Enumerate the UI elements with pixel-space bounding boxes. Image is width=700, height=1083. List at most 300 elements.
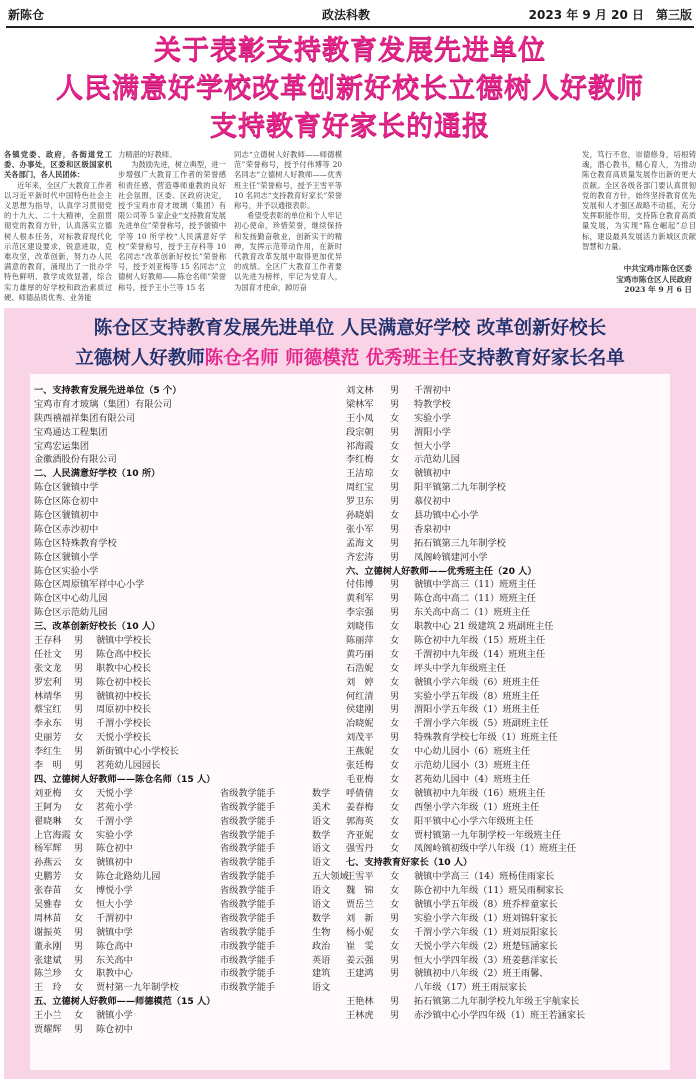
honoree-unit: 虢镇初中校长 xyxy=(96,690,152,702)
honoree-row xyxy=(30,1009,350,1023)
honoree-subject: 语文 xyxy=(312,857,331,869)
honoree-gender: 男 xyxy=(74,760,84,772)
honoree-row xyxy=(342,453,670,467)
notice-column xyxy=(118,150,226,304)
honoree-row xyxy=(342,815,670,829)
honoree-row xyxy=(30,745,350,759)
honoree-row xyxy=(342,773,670,787)
honoree-unit: 天悦小学校长 xyxy=(96,732,152,744)
honoree-unit: 职教中心 21 级建筑 2 班副班主任 xyxy=(414,621,554,633)
honoree-name: 张建斌 xyxy=(34,954,62,966)
honoree-gender: 男 xyxy=(74,704,84,716)
list-title-line-2 xyxy=(4,344,696,370)
honoree-gender: 男 xyxy=(390,912,400,924)
honoree-row xyxy=(342,801,670,815)
honoree-name: 吴雅春 xyxy=(34,898,62,910)
honoree-gender: 男 xyxy=(74,648,84,660)
honoree-row xyxy=(30,829,350,843)
honoree-unit: 赤沙镇中心小学四年级（1）班王若涵家长 xyxy=(414,1010,586,1022)
honoree-unit: 恒大小学 xyxy=(414,440,451,452)
honoree-gender: 女 xyxy=(74,801,84,813)
honoree-name: 贾耀辉 xyxy=(34,1023,62,1035)
honoree-name: 上官海霞 xyxy=(34,829,71,841)
section-heading: 五、立德树人好教师——师德模范（15 人） xyxy=(34,996,216,1008)
honoree-unit: 天悦小学六年级（2）班楚钰涵家长 xyxy=(414,940,558,952)
honoree-name: 张春苗 xyxy=(34,885,62,897)
honoree-row xyxy=(342,648,670,662)
honoree-unit: 千渭小学六年级（1）班刘辰阳家长 xyxy=(414,926,558,938)
signature-line: 宝鸡市陈仓区人民政府 xyxy=(616,274,692,284)
honoree-name: 翟晓琳 xyxy=(34,815,62,827)
honoree-rank: 市级教学能手 xyxy=(220,968,276,980)
honoree-rank: 省级教学能手 xyxy=(220,801,276,813)
honoree-gender: 女 xyxy=(74,885,84,897)
honoree-row xyxy=(342,690,670,704)
honoree-subject: 英语 xyxy=(312,954,331,966)
honoree-gender: 男 xyxy=(390,996,400,1008)
honoree-unit: 西堡小学六年级（1）班班主任 xyxy=(414,801,540,813)
honoree-name: 王 玲 xyxy=(34,982,62,994)
honoree-subject: 语文 xyxy=(312,885,331,897)
honoree-gender: 女 xyxy=(390,412,400,424)
unit-name: 陈仓区虢镇中学 xyxy=(34,482,99,494)
honoree-gender: 女 xyxy=(74,982,84,994)
honoree-row xyxy=(342,967,670,981)
honoree-gender: 男 xyxy=(390,551,400,563)
honoree-gender: 女 xyxy=(74,829,84,841)
section-heading: 四、立德树人好教师——陈仓名师（15 人） xyxy=(34,773,216,785)
honoree-rank: 省级教学能手 xyxy=(220,857,276,869)
honoree-row xyxy=(30,926,350,940)
honoree-gender: 女 xyxy=(74,857,84,869)
honoree-row xyxy=(30,1023,350,1037)
honoree-rank: 省级教学能手 xyxy=(220,871,276,883)
honoree-name: 史鹏芳 xyxy=(34,871,62,883)
honoree-unit: 贾村镇第一九年制学校一年级班主任 xyxy=(414,829,561,841)
honoree-row xyxy=(342,912,670,926)
honoree-unit: 虢镇小学六年级（6）班班主任 xyxy=(414,676,540,688)
honoree-row xyxy=(342,926,670,940)
honoree-gender: 男 xyxy=(390,704,400,716)
honoree-subject: 数学 xyxy=(312,829,331,841)
honoree-unit: 东关高中 xyxy=(96,954,133,966)
notice-column xyxy=(234,150,342,304)
honoree-unit: 凤阁岭镇初级中学八年级（1）班班主任 xyxy=(414,843,577,855)
honoree-gender: 男 xyxy=(390,607,400,619)
section-heading: 三、改革创新好校长（10 人） xyxy=(34,621,161,633)
honoree-row xyxy=(30,884,350,898)
honoree-gender: 女 xyxy=(74,787,84,799)
honoree-gender: 男 xyxy=(390,732,400,744)
honoree-row xyxy=(342,606,670,620)
unit-name: 陈仓区周原镇军祥中心小学 xyxy=(34,579,145,591)
honoree-gender: 女 xyxy=(390,468,400,480)
honoree-name: 姜云强 xyxy=(346,954,374,966)
honoree-row xyxy=(342,829,670,843)
unit-name: 宝鸡市育才玻璃（集团）有限公司 xyxy=(34,398,172,410)
honoree-unit: 县功镇中心小学 xyxy=(414,510,479,522)
honoree-row xyxy=(342,940,670,954)
unit-name: 宝鸡通达工程集团 xyxy=(34,426,108,438)
honoree-row xyxy=(30,954,350,968)
honoree-unit: 陈仓初中 xyxy=(96,1023,133,1035)
honoree-row xyxy=(342,509,670,523)
honoree-gender: 女 xyxy=(390,440,400,452)
honoree-row xyxy=(342,1009,670,1023)
honoree-unit: 虢镇小学五年级（8）班乔梓童家长 xyxy=(414,898,558,910)
honoree-name: 齐宏涛 xyxy=(346,551,374,563)
honoree-row xyxy=(30,676,350,690)
honoree-row xyxy=(30,898,350,912)
honoree-row xyxy=(30,787,350,801)
honoree-unit: 特教学校 xyxy=(414,398,451,410)
honoree-row xyxy=(342,745,670,759)
notice-paragraph: 为鼓励先进，树立典型，进一步增强广大教育工作者的荣誉感和责任感，营造尊师重教的良好社会氛围，区委、区政府决定，授予宝鸡市育才玻璃（集团）有限公司等 5 家企业“支持教育发展先进单位”荣誉称号，授予虢镇中学等 10 所学校“人民满意好学校”荣誉称号，授予王存科等 10 名同志“改革创新好校长”荣誉称号，授予刘亚梅等 15 名同志“立德树人好教师——陈仓名师”荣誉称号，授予王小兰等 15 名 xyxy=(118,160,226,292)
page-header xyxy=(6,0,694,28)
honoree-gender: 男 xyxy=(390,593,400,605)
honoree-row xyxy=(30,801,350,815)
honoree-name: 侯建刚 xyxy=(346,704,374,716)
notice-column xyxy=(582,150,696,262)
honoree-row xyxy=(342,731,670,745)
honoree-unit: 渭阳小学五年级（1）班班主任 xyxy=(414,704,540,716)
honoree-gender: 女 xyxy=(74,815,84,827)
unit-name: 陈仓区虢镇小学 xyxy=(34,551,99,563)
honoree-subject: 政治 xyxy=(312,940,331,952)
honor-list xyxy=(30,374,670,1070)
honoree-row xyxy=(342,551,670,565)
honoree-row xyxy=(342,440,670,454)
honoree-name: 李宗强 xyxy=(346,607,374,619)
honoree-name: 王小兰 xyxy=(34,1010,62,1022)
honoree-unit: 千渭初中 xyxy=(414,385,451,396)
honoree-name: 贾岳兰 xyxy=(346,898,374,910)
honoree-subject: 五大领域 xyxy=(312,871,349,883)
honoree-gender: 男 xyxy=(390,1010,400,1022)
honoree-unit: 千渭小学六年级（5）班副班主任 xyxy=(414,718,549,730)
honoree-unit: 虢镇中学高三（14）班杨佳雨家长 xyxy=(414,871,555,883)
honoree-name: 郭海英 xyxy=(346,815,374,827)
honoree-row xyxy=(30,842,350,856)
honoree-name: 杨小妮 xyxy=(346,926,374,938)
honoree-gender: 女 xyxy=(74,912,84,924)
honoree-unit: 陈仓高中 xyxy=(96,940,133,952)
honoree-row xyxy=(30,940,350,954)
newspaper-name: 新陈仓 xyxy=(8,8,45,22)
honoree-subject: 数学 xyxy=(312,787,331,799)
honoree-gender: 男 xyxy=(74,690,84,702)
honoree-rank: 省级教学能手 xyxy=(220,815,276,827)
honoree-unit: 茗苑幼儿园园长 xyxy=(96,760,161,772)
honoree-name: 石浩妮 xyxy=(346,662,374,674)
honoree-unit: 拓石镇第二九年制学校九年级王宇航家长 xyxy=(414,996,580,1008)
honoree-row xyxy=(342,662,670,676)
honoree-name: 毛亚梅 xyxy=(346,773,374,785)
honoree-gender: 男 xyxy=(74,635,84,647)
honoree-row xyxy=(342,481,670,495)
honoree-name: 蔡宝红 xyxy=(34,704,62,716)
honoree-subject: 生物 xyxy=(312,926,331,938)
list-title-part: 支持教育好家长名单 xyxy=(458,348,625,369)
honoree-gender: 女 xyxy=(390,760,400,772)
honoree-name: 孙燕云 xyxy=(34,857,62,869)
honoree-gender: 男 xyxy=(390,482,400,494)
continuation-text: 八年级（17）班王雨辰家长 xyxy=(414,982,527,994)
honoree-name: 祁海霞 xyxy=(346,440,374,452)
honoree-unit: 实验小学 xyxy=(414,412,451,424)
honoree-unit: 职教中心校长 xyxy=(96,662,152,674)
honoree-name: 黄利军 xyxy=(346,593,374,605)
honoree-unit: 实验小学六年级（1）班刘锦轩家长 xyxy=(414,912,558,924)
notice-salutation: 各镇党委、政府，各街道党工委、办事处，区委和区级国家机关各部门，各人民团体： xyxy=(4,150,112,180)
honoree-gender: 男 xyxy=(74,662,84,674)
honoree-gender: 男 xyxy=(390,398,400,410)
honoree-gender: 男 xyxy=(74,718,84,730)
honoree-name: 王存科 xyxy=(34,635,62,647)
honoree-row xyxy=(30,731,350,745)
honoree-name: 王燕妮 xyxy=(346,746,374,758)
honoree-row xyxy=(342,412,670,426)
honoree-row xyxy=(342,537,670,551)
honoree-row xyxy=(342,995,670,1009)
honoree-name: 魏 锦 xyxy=(346,885,374,897)
honoree-unit: 慕仪初中 xyxy=(414,496,451,508)
unit-name: 陕西禧福祥集团有限公司 xyxy=(34,412,136,424)
honoree-name: 周林苗 xyxy=(34,912,62,924)
honoree-gender: 女 xyxy=(390,898,400,910)
honoree-rank: 省级教学能手 xyxy=(220,843,276,855)
honoree-subject: 语文 xyxy=(312,898,331,910)
honoree-gender: 女 xyxy=(390,635,400,647)
honoree-row xyxy=(30,815,350,829)
honoree-row xyxy=(342,634,670,648)
honoree-rank: 市级教学能手 xyxy=(220,954,276,966)
honoree-row xyxy=(342,898,670,912)
honoree-gender: 男 xyxy=(390,385,400,396)
honoree-name: 张廷梅 xyxy=(346,760,374,772)
honoree-name: 陈丽萍 xyxy=(346,635,374,647)
honoree-unit: 千渭初中 xyxy=(96,912,133,924)
honoree-gender: 女 xyxy=(390,885,400,897)
honoree-gender: 女 xyxy=(390,829,400,841)
honoree-name: 王雪平 xyxy=(346,871,374,883)
notice-paragraph: 力精湛的好教师。 xyxy=(118,150,177,159)
honoree-row xyxy=(342,787,670,801)
honoree-row xyxy=(342,717,670,731)
honoree-rank: 省级教学能手 xyxy=(220,912,276,924)
honoree-gender: 女 xyxy=(390,843,400,855)
honoree-subject: 语文 xyxy=(312,982,331,994)
honoree-unit: 博悦小学 xyxy=(96,885,133,897)
honoree-name: 罗宏利 xyxy=(34,676,62,688)
honoree-row xyxy=(342,592,670,606)
honoree-unit: 实验小学 xyxy=(96,829,133,841)
unit-name: 陈仓区特殊教育学校 xyxy=(34,537,117,549)
honoree-unit: 虢镇初中 xyxy=(96,857,133,869)
signature-date: 2023 年 9 月 6 日 xyxy=(624,285,692,294)
honoree-gender: 男 xyxy=(390,537,400,549)
honoree-gender: 男 xyxy=(74,926,84,938)
honoree-row xyxy=(342,759,670,773)
unit-name: 陈仓区陈仓初中 xyxy=(34,496,99,508)
honoree-gender: 男 xyxy=(390,954,400,966)
honoree-unit: 凤阁岭镇建河小学 xyxy=(414,551,488,563)
honoree-name: 王小凤 xyxy=(346,412,374,424)
honoree-name: 陈兰珍 xyxy=(34,968,62,980)
honoree-unit: 阳平镇中心小学六年级班主任 xyxy=(414,815,534,827)
honoree-name: 刘文林 xyxy=(346,385,374,396)
honoree-unit: 陈仓高中校长 xyxy=(96,648,152,660)
honoree-row xyxy=(342,954,670,968)
honoree-name: 呼倩倩 xyxy=(346,787,374,799)
honoree-unit: 特殊教育学校七年级（1）班班主任 xyxy=(414,732,558,744)
honoree-unit: 陈仓高中高二（11）班班主任 xyxy=(414,593,536,605)
honoree-name: 何红清 xyxy=(346,690,374,702)
honoree-unit: 陈仓初中九年级（11）班吴雨桐家长 xyxy=(414,885,564,897)
honoree-row xyxy=(30,981,350,995)
honoree-gender: 女 xyxy=(74,732,84,744)
honoree-unit: 新街镇中心小学校长 xyxy=(96,746,179,758)
honoree-unit: 坪头中学九年级班主任 xyxy=(414,662,506,674)
unit-name: 陈仓区赤沙初中 xyxy=(34,523,99,535)
honor-list-right-column xyxy=(342,384,670,1023)
honoree-gender: 女 xyxy=(390,510,400,522)
honoree-gender: 男 xyxy=(390,968,400,980)
unit-name: 金徽酒股份有限公司 xyxy=(34,454,117,466)
honoree-name: 孟海文 xyxy=(346,537,374,549)
honoree-unit: 恒大小学 xyxy=(96,898,133,910)
honoree-row xyxy=(30,662,350,676)
honoree-unit: 东关高中高二（1）班班主任 xyxy=(414,607,531,619)
honoree-row xyxy=(342,620,670,634)
honoree-name: 孙晓娟 xyxy=(346,510,374,522)
honoree-rank: 市级教学能手 xyxy=(220,940,276,952)
list-title-part: 立德树人好教师 xyxy=(75,348,205,369)
honoree-row xyxy=(342,703,670,717)
honoree-gender: 男 xyxy=(390,579,400,591)
honoree-name: 张文龙 xyxy=(34,662,62,674)
honoree-gender: 女 xyxy=(74,898,84,910)
notice-body xyxy=(4,150,696,306)
honoree-gender: 男 xyxy=(74,1023,84,1035)
honoree-gender: 男 xyxy=(390,523,400,535)
honoree-name: 史丽芳 xyxy=(34,732,62,744)
headline xyxy=(0,32,700,146)
honoree-gender: 男 xyxy=(390,690,400,702)
honoree-name: 李永东 xyxy=(34,718,62,730)
honoree-row xyxy=(342,884,670,898)
honoree-gender: 女 xyxy=(390,718,400,730)
honoree-row xyxy=(342,578,670,592)
issue-date: 2023 年 9 月 20 日 第三版 xyxy=(528,8,692,22)
signature-line: 中共宝鸡市陈仓区委 xyxy=(623,264,692,273)
unit-name: 陈仓区实验小学 xyxy=(34,565,99,577)
unit-name: 陈仓区虢镇初中 xyxy=(34,510,99,522)
honoree-gender: 男 xyxy=(390,426,400,438)
honoree-rank: 市级教学能手 xyxy=(220,982,276,994)
honoree-subject: 语文 xyxy=(312,815,331,827)
honoree-unit: 拓石镇第三九年制学校 xyxy=(414,537,506,549)
honoree-unit: 虢镇中学高三（11）班班主任 xyxy=(414,579,536,591)
honoree-subject: 建筑 xyxy=(312,968,331,980)
honoree-name: 刘亚梅 xyxy=(34,787,62,799)
honoree-unit: 香泉初中 xyxy=(414,523,451,535)
section-heading: 六、立德树人好教师——优秀班主任（20 人） xyxy=(346,565,537,577)
honoree-row xyxy=(30,967,350,981)
honoree-row xyxy=(30,648,350,662)
honoree-unit: 虢镇初中 xyxy=(414,468,451,480)
honoree-name: 周红宝 xyxy=(346,482,374,494)
honoree-gender: 女 xyxy=(390,926,400,938)
section-heading: 二、人民满意好学校（10 所） xyxy=(34,468,161,480)
honoree-name: 冶晓妮 xyxy=(346,718,374,730)
honoree-row xyxy=(30,634,350,648)
honoree-gender: 女 xyxy=(390,815,400,827)
honoree-name: 王林虎 xyxy=(346,1010,374,1022)
honoree-gender: 女 xyxy=(74,871,84,883)
list-title-highlight: 陈仓名师 师德模范 优秀班主任 xyxy=(204,348,459,369)
honoree-name: 刘晓伟 xyxy=(346,621,374,633)
honoree-name: 齐亚妮 xyxy=(346,829,374,841)
honoree-unit: 陈仓初中 xyxy=(96,843,133,855)
section-name: 政法科教 xyxy=(322,8,371,22)
honoree-unit: 陈仓北路幼儿园 xyxy=(96,871,161,883)
honoree-gender: 男 xyxy=(390,496,400,508)
honoree-name: 刘 婷 xyxy=(346,676,374,688)
honoree-gender: 男 xyxy=(74,940,84,952)
unit-name: 陈仓区中心幼儿园 xyxy=(34,593,108,605)
honoree-row xyxy=(342,523,670,537)
honoree-unit: 实验小学五年级（8）班班主任 xyxy=(414,690,540,702)
honoree-name: 王艳林 xyxy=(346,996,374,1008)
honoree-unit: 示范幼儿园小（3）班班主任 xyxy=(414,760,531,772)
honoree-unit: 虢镇中学校长 xyxy=(96,635,152,647)
honoree-unit: 贾村第一九年制学校 xyxy=(96,982,179,994)
honoree-name: 任社文 xyxy=(34,648,62,660)
honoree-row xyxy=(30,703,350,717)
unit-name: 宝鸡宏运集团 xyxy=(34,440,90,452)
honoree-row xyxy=(342,467,670,481)
honoree-row xyxy=(342,676,670,690)
honoree-gender: 女 xyxy=(390,787,400,799)
honoree-name: 王阿为 xyxy=(34,801,62,813)
headline-line-1: 关于表彰支持教育发展先进单位 xyxy=(154,35,546,66)
honoree-rank: 省级教学能手 xyxy=(220,787,276,799)
honoree-name: 李 明 xyxy=(34,760,62,772)
honoree-name: 刘茂平 xyxy=(346,732,374,744)
honoree-name: 刘 新 xyxy=(346,912,374,924)
honoree-gender: 女 xyxy=(390,621,400,633)
honoree-unit: 茗苑小学 xyxy=(96,801,133,813)
honoree-unit: 职教中心 xyxy=(96,968,133,980)
honoree-name: 董永刚 xyxy=(34,940,62,952)
honoree-name: 强雪丹 xyxy=(346,843,374,855)
honoree-subject: 美术 xyxy=(312,801,331,813)
honoree-name: 李红梅 xyxy=(346,454,374,466)
honoree-gender: 女 xyxy=(390,871,400,883)
honoree-unit: 虢镇初中八年级（2）班王雨馨、 xyxy=(414,968,549,980)
honoree-unit: 虢镇初中九年级（16）班班主任 xyxy=(414,787,546,799)
honoree-row xyxy=(342,842,670,856)
honoree-unit: 千渭小学 xyxy=(96,815,133,827)
honoree-gender: 女 xyxy=(390,676,400,688)
honoree-name: 崔 雯 xyxy=(346,940,374,952)
headline-line-3: 支持教育好家长的通报 xyxy=(210,111,490,142)
honoree-row xyxy=(30,870,350,884)
honoree-row xyxy=(342,398,670,412)
honoree-gender: 女 xyxy=(390,940,400,952)
honoree-name: 谢振英 xyxy=(34,926,62,938)
